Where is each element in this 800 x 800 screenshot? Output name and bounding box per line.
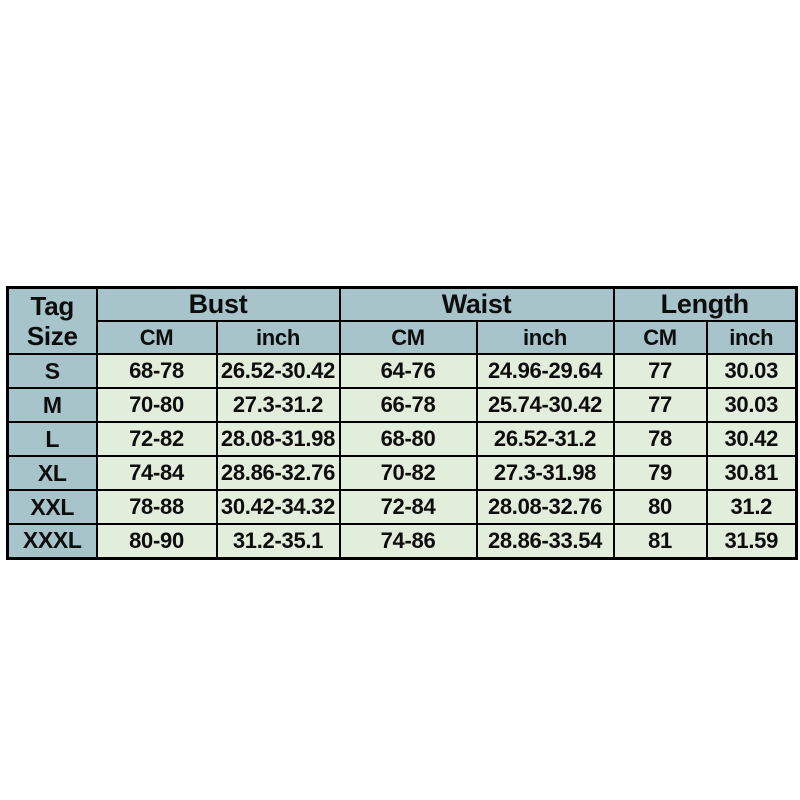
- length-cm-value: 81: [614, 524, 707, 558]
- length-inch-header: inch: [707, 321, 797, 354]
- length-cm-value: 79: [614, 456, 707, 490]
- bust-cm-value: 72-82: [97, 422, 217, 456]
- length-cm-value: 77: [614, 388, 707, 422]
- waist-cm-value: 72-84: [340, 490, 477, 524]
- length-inch-value: 30.42: [707, 422, 797, 456]
- table-row-xxxl: [8, 524, 797, 558]
- waist-inch-value: 26.52-31.2: [477, 422, 614, 456]
- length-cm-value: 80: [614, 490, 707, 524]
- tag-size-header: [8, 288, 97, 355]
- waist-inch-header: inch: [477, 321, 614, 354]
- size-chart-container: [6, 286, 795, 560]
- bust-group-header: Bust: [97, 288, 340, 322]
- length-cm-value: 77: [614, 354, 707, 388]
- length-inch-value: 30.81: [707, 456, 797, 490]
- bust-cm-value: 78-88: [97, 490, 217, 524]
- bust-cm-value: 68-78: [97, 354, 217, 388]
- waist-inch-value: 24.96-29.64: [477, 354, 614, 388]
- size-label: L: [8, 422, 97, 456]
- length-inch-value: 31.2: [707, 490, 797, 524]
- bust-inch-header: inch: [217, 321, 340, 354]
- table-row-l: [8, 422, 797, 456]
- size-chart-table: [6, 286, 798, 560]
- bust-inch-value: 31.2-35.1: [217, 524, 340, 558]
- waist-inch-value: 28.08-32.76: [477, 490, 614, 524]
- waist-inch-value: 25.74-30.42: [477, 388, 614, 422]
- bust-cm-header: CM: [97, 321, 217, 354]
- waist-cm-header: CM: [340, 321, 477, 354]
- waist-cm-value: 68-80: [340, 422, 477, 456]
- length-cm-header: CM: [614, 321, 707, 354]
- length-cm-value: 78: [614, 422, 707, 456]
- table-row-s: [8, 354, 797, 388]
- waist-cm-value: 74-86: [340, 524, 477, 558]
- waist-group-header: Waist: [340, 288, 614, 322]
- waist-cm-value: 64-76: [340, 354, 477, 388]
- waist-cm-value: 70-82: [340, 456, 477, 490]
- length-group-header: Length: [614, 288, 797, 322]
- bust-cm-value: 70-80: [97, 388, 217, 422]
- size-label: XXXL: [8, 524, 97, 558]
- tag-size-line2: Size: [26, 321, 78, 351]
- table-row-xxl: [8, 490, 797, 524]
- size-label: S: [8, 354, 97, 388]
- table-row-xl: [8, 456, 797, 490]
- size-label: XL: [8, 456, 97, 490]
- bust-cm-value: 74-84: [97, 456, 217, 490]
- bust-inch-value: 30.42-34.32: [217, 490, 340, 524]
- waist-cm-value: 66-78: [340, 388, 477, 422]
- size-label: XXL: [8, 490, 97, 524]
- length-inch-value: 30.03: [707, 388, 797, 422]
- bust-cm-value: 80-90: [97, 524, 217, 558]
- bust-inch-value: 28.08-31.98: [217, 422, 340, 456]
- size-label: M: [8, 388, 97, 422]
- bust-inch-value: 26.52-30.42: [217, 354, 340, 388]
- tag-size-line1: Tag: [30, 291, 74, 321]
- length-inch-value: 30.03: [707, 354, 797, 388]
- waist-inch-value: 28.86-33.54: [477, 524, 614, 558]
- length-inch-value: 31.59: [707, 524, 797, 558]
- bust-inch-value: 27.3-31.2: [217, 388, 340, 422]
- waist-inch-value: 27.3-31.98: [477, 456, 614, 490]
- bust-inch-value: 28.86-32.76: [217, 456, 340, 490]
- table-row-m: [8, 388, 797, 422]
